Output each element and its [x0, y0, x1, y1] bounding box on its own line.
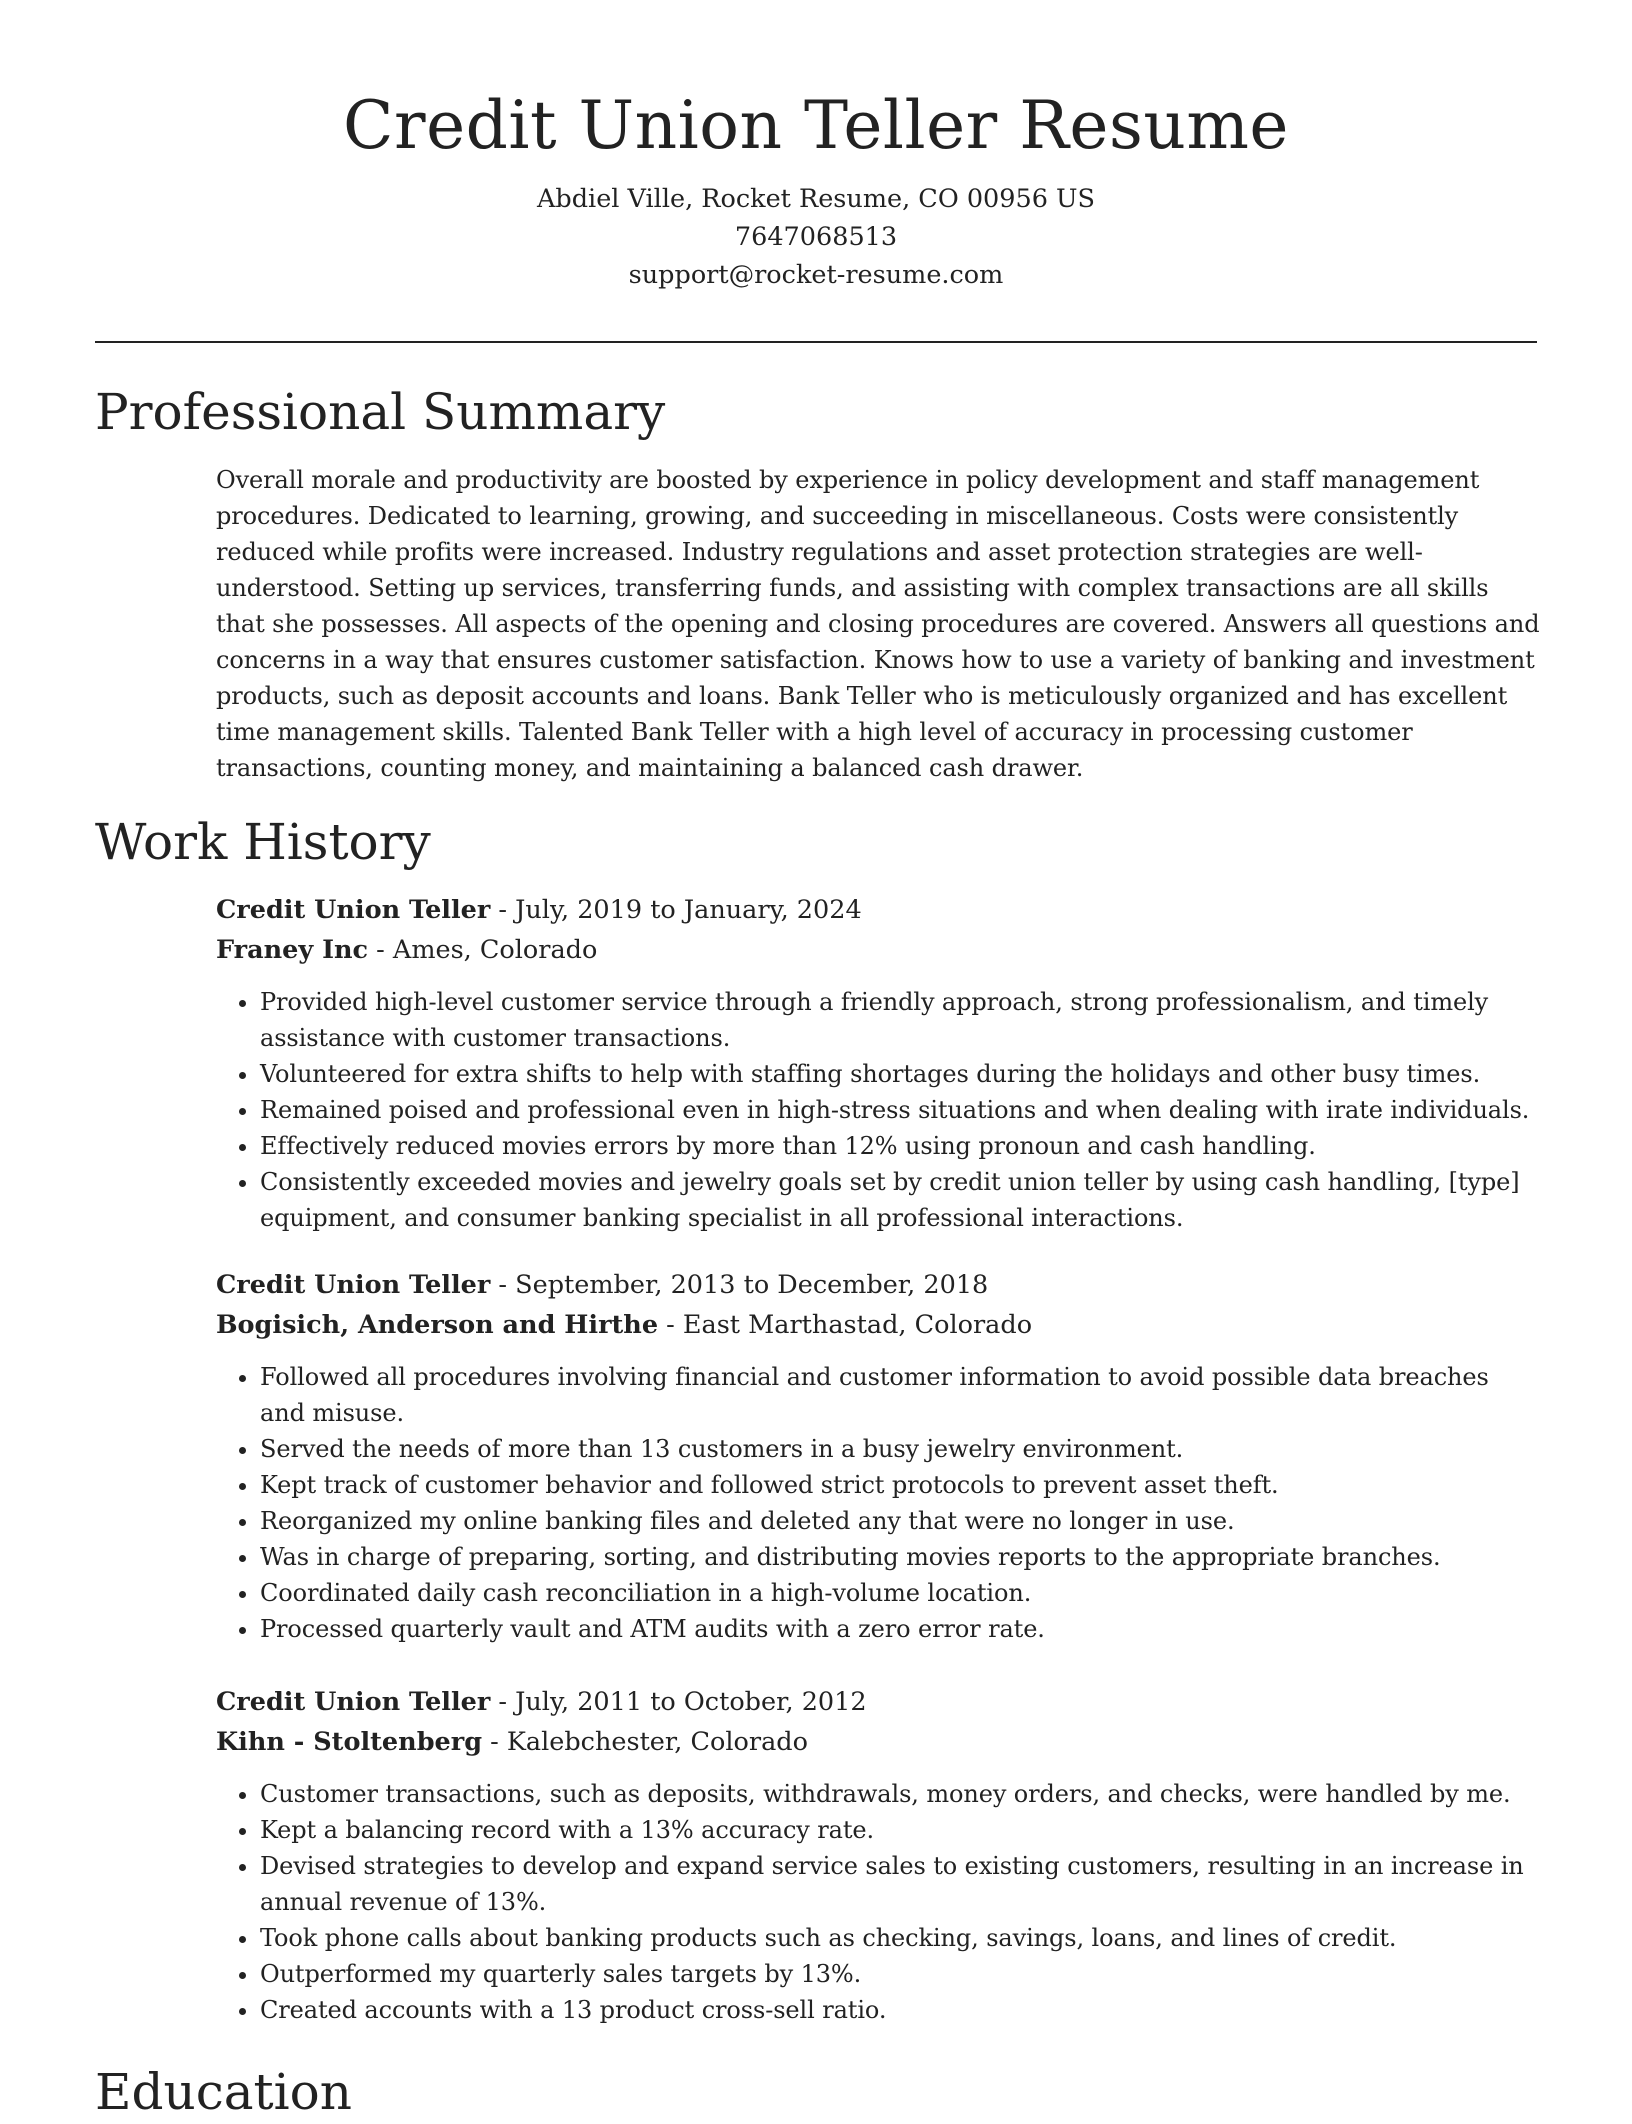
job-bullet: • Followed all procedures involving financial and customer information to avoid possible data breaches and misuse. [260, 1359, 1541, 1431]
job-entry [216, 890, 1541, 1236]
job-dates: July, 2019 to January, 2024 [515, 895, 862, 925]
job-company: Franey Inc [216, 935, 369, 965]
job-separator: - [368, 935, 393, 965]
job-bullet: • Kept a balancing record with a 13% accuracy rate. [260, 1812, 1541, 1848]
resume-title: Credit Union Teller Resume [343, 87, 1289, 164]
job-bullet: • Provided high-level customer service through a friendly approach, strong professionalism, and timely assistance with customer transactions. [260, 984, 1541, 1056]
job-bullet: • Processed quarterly vault and ATM audits with a zero error rate. [260, 1611, 1541, 1647]
job-bullet: • Consistently exceeded movies and jewelry goals set by credit union teller by using cash handling, [type] equipment, and consumer banking specialist in all professional interactions. [260, 1164, 1541, 1236]
job-bullet: • Outperformed my quarterly sales targets by 13%. [260, 1956, 1541, 1992]
job-entry [216, 1265, 1541, 1647]
job-entry [216, 1682, 1541, 2028]
job-location: Ames, Colorado [392, 935, 598, 965]
job-title-line [216, 1682, 1541, 1722]
job-bullets [216, 1776, 1541, 2028]
job-separator: - [490, 1270, 516, 1300]
contact-phone: 7647068513 [734, 222, 898, 252]
job-bullet: • Coordinated daily cash reconciliation in a high-volume location. [260, 1575, 1541, 1611]
job-bullet: • Took phone calls about banking products such as checking, savings, loans, and lines of credit. [260, 1920, 1541, 1956]
job-location: East Marthastad, Colorado [682, 1310, 1033, 1340]
job-company-line [216, 1305, 1541, 1345]
work-history-heading: Work History [95, 813, 431, 871]
education-heading: Education [95, 2063, 352, 2121]
contact-info [95, 180, 1537, 294]
job-separator: - [490, 895, 516, 925]
resume-header [95, 84, 1537, 294]
summary-text: Overall morale and productivity are boosted by experience in policy development and staff management procedures. Dedicated to learning, growing, and succeeding in miscellaneous. Costs were consistently reduced while profits were increased. Industry regulations and asset protection strategies are well-understood. Setting up services, transferring funds, and assisting with complex transactions are all skills that she possesses. All aspects of the opening and closing procedures are covered. Answers all questions and concerns in a way that ensures customer satisfaction. Knows how to use a variety of banking and investment products, such as deposit accounts and loans. Bank Teller who is meticulously organized and has excellent time management skills. Talented Bank Teller with a high level of accuracy in processing customer transactions, counting money, and maintaining a balanced cash drawer. [216, 466, 1540, 782]
job-bullet: • Devised strategies to develop and expand service sales to existing customers, resulting in an increase in annual revenue of 13%. [260, 1848, 1541, 1920]
contact-email: support@rocket-resume.com [628, 260, 1004, 290]
summary-heading: Professional Summary [95, 383, 666, 441]
job-company: Kihn - Stoltenberg [216, 1727, 483, 1757]
job-separator: - [658, 1310, 683, 1340]
job-bullet: • Kept track of customer behavior and followed strict protocols to prevent asset theft. [260, 1467, 1541, 1503]
job-separator: - [482, 1727, 507, 1757]
job-bullets [216, 1359, 1541, 1647]
job-bullet: • Effectively reduced movies errors by more than 12% using pronoun and cash handling. [260, 1128, 1541, 1164]
job-company-line [216, 1722, 1541, 1762]
job-bullet: • Customer transactions, such as deposits, withdrawals, money orders, and checks, were handled by me. [260, 1776, 1541, 1812]
job-title: Credit Union Teller [216, 1687, 491, 1717]
job-separator: - [490, 1687, 516, 1717]
job-bullet: • Remained poised and professional even in high-stress situations and when dealing with irate individuals. [260, 1092, 1541, 1128]
job-company-line [216, 930, 1541, 970]
job-title: Credit Union Teller [216, 895, 491, 925]
job-title: Credit Union Teller [216, 1270, 491, 1300]
job-bullets [216, 984, 1541, 1236]
job-dates: September, 2013 to December, 2018 [515, 1270, 989, 1300]
job-bullet: • Served the needs of more than 13 customers in a busy jewelry environment. [260, 1431, 1541, 1467]
job-dates: July, 2011 to October, 2012 [515, 1687, 867, 1717]
header-divider [95, 341, 1537, 343]
job-title-line [216, 1265, 1541, 1305]
contact-address: Abdiel Ville, Rocket Resume, CO 00956 US [536, 184, 1096, 214]
job-bullet: • Was in charge of preparing, sorting, and distributing movies reports to the appropriate branches. [260, 1539, 1541, 1575]
job-bullet: • Reorganized my online banking files and deleted any that were no longer in use. [260, 1503, 1541, 1539]
job-title-line [216, 890, 1541, 930]
job-company: Bogisich, Anderson and Hirthe [216, 1310, 659, 1340]
job-bullet: • Volunteered for extra shifts to help with staffing shortages during the holidays and other busy times. [260, 1056, 1541, 1092]
job-location: Kalebchester, Colorado [506, 1727, 808, 1757]
summary-section [216, 462, 1541, 786]
job-bullet: • Created accounts with a 13 product cross-sell ratio. [260, 1992, 1541, 2028]
